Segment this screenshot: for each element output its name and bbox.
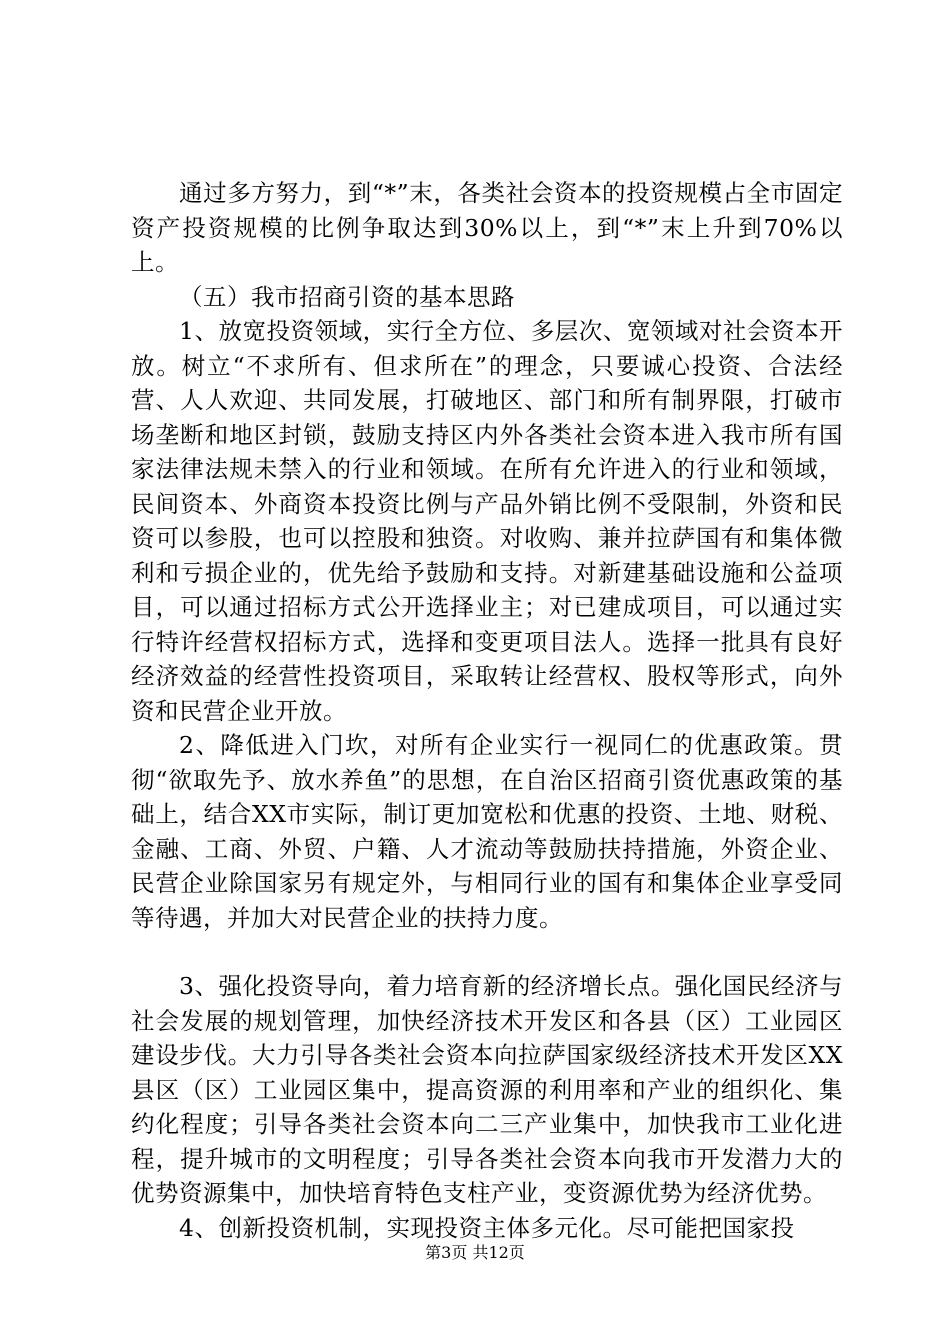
paragraph-item-3: 3、强化投资导向，着力培育新的经济增长点。强化国民经济与社会发展的规划管理，加快经济技术开发区和各县（区）工业园区建设步伐。大力引导各类社会资本向拉萨国家级经济技术开发区XX县区（区）工业园区集中，提高资源的利用率和产业的组织化、集约化程度；引导各类社会资本向二三产业集中，加快我市工业化进程，提升城市的文明程度；引导各类社会资本向我市开发潜力大的优势资源集中，加快培育特色支柱产业，变资源优势为经济优势。 [131,972,843,1207]
paragraph-item-1: 1、放宽投资领域，实行全方位、多层次、宽领域对社会资本开放。树立“不求所有、但求所在”的理念，只要诚心投资、合法经营、人人欢迎、共同发展，打破地区、部门和所有制界限，打破市场垄断和地区封锁，鼓励支持区内外各类社会资本进入我市所有国家法律法规未禁入的行业和领域。在所有允许进入的行业和领域，民间资本、外商资本投资比例与产品外销比例不受限制，外资和民资可以参股，也可以控股和独资。对收购、兼并拉萨国有和集体微利和亏损企业的，优先给予鼓励和支持。对新建基础设施和公益项目，可以通过招标方式公开选择业主；对已建成项目，可以通过实行特许经营权招标方式，选择和变更项目法人。选择一批具有良好经济效益的经营性投资项目，采取转让经营权、股权等形式，向外资和民营企业开放。 [131,317,843,725]
paragraph-item-4: 4、创新投资机制，实现投资主体多元化。尽可能把国家投 [179,1213,795,1242]
paragraph-gap [131,935,843,969]
document-body [131,176,843,1245]
page-number-footer: 第3页 共12页 [425,1243,525,1262]
section-heading: （五）我市招商引资的基本思路 [179,282,515,311]
paragraph-intro: 通过多方努力，到“*”末，各类社会资本的投资规模占全市固定资产投资规模的比例争取达到30%以上，到“*”末上升到70%以上。 [131,179,843,276]
paragraph-item-2: 2、降低进入门坎，对所有企业实行一视同仁的优惠政策。贯彻“欲取先予、放水养鱼”的思想，在自治区招商引资优惠政策的基础上，结合XX市实际，制订更加宽松和优惠的投资、土地、财税、金融、工商、外贸、户籍、人才流动等鼓励扶持措施，外资企业、民营企业除国家另有规定外，与相同行业的国有和集体企业享受同等待遇，并加大对民营企业的扶持力度。 [131,731,843,932]
